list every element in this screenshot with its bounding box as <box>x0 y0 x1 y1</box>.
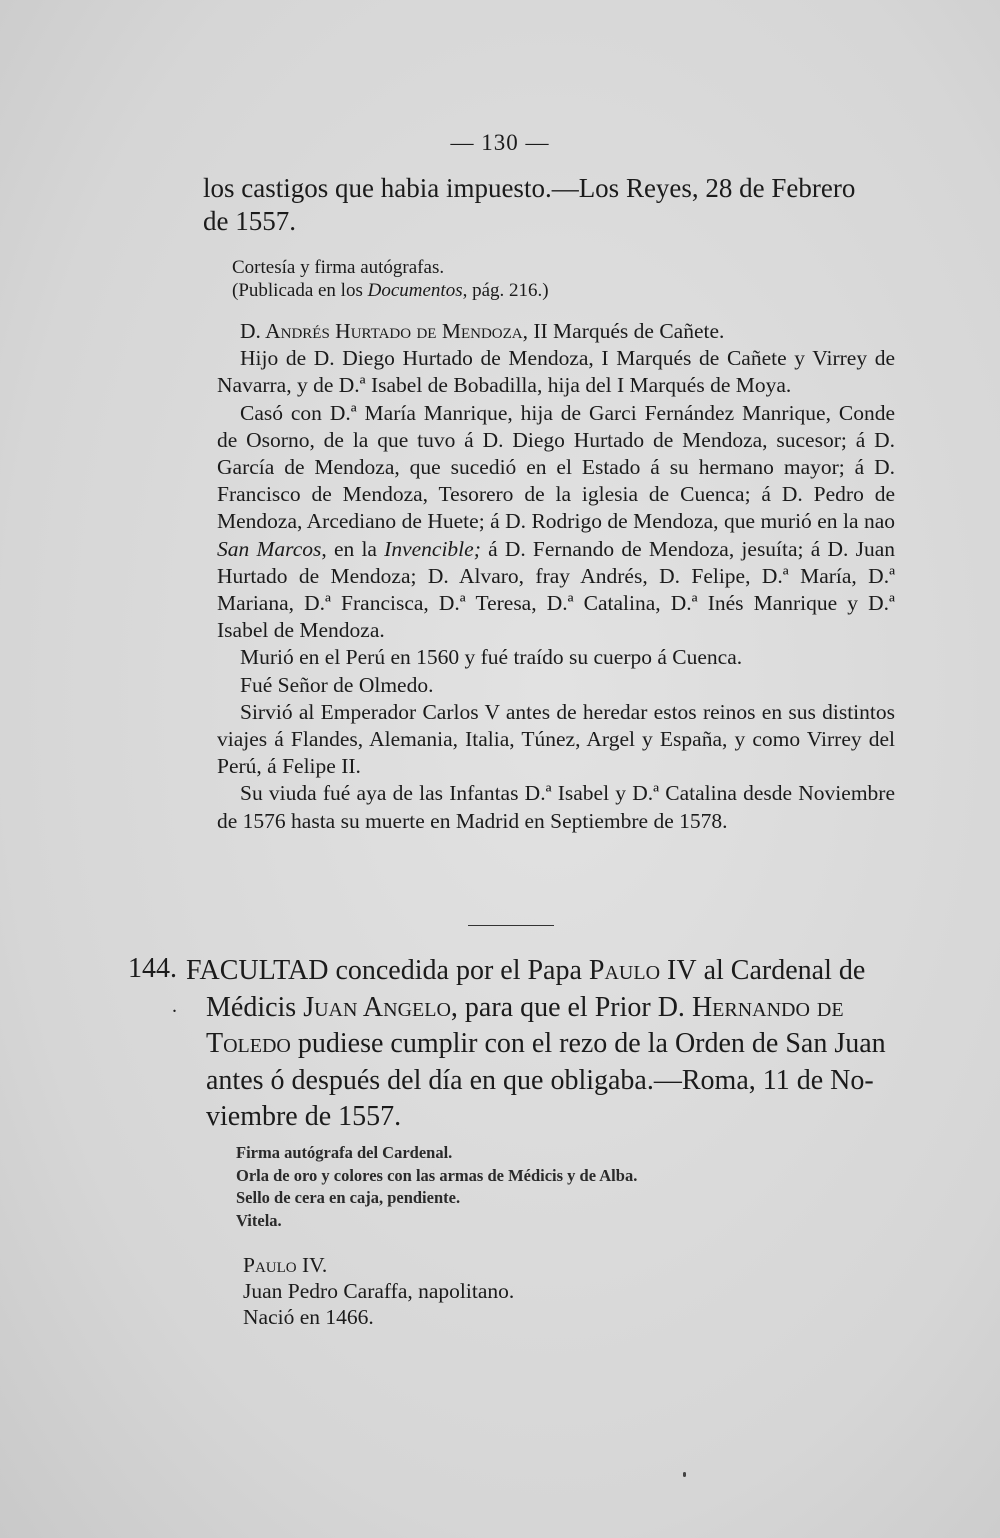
section-divider <box>468 925 554 926</box>
person-name: D. Andrés Hurtado de Mendoza <box>240 319 523 343</box>
prior-name: Hernando de <box>691 991 844 1023</box>
note-line: Sello de cera en caja, pendiente. <box>236 1188 461 1207</box>
para-hijo: Hijo de D. Diego Hurtado de Mendoza, I Marqués de Cañete y Virrey de Navarra, y de D.ª Isabel de Bobadilla, hija del I Marqués de Moya. <box>217 346 895 398</box>
text: , en la <box>321 536 385 561</box>
para-caso <box>217 400 895 645</box>
title-rest: , II Marqués de Cañete. <box>522 319 725 343</box>
note-text: (Publicada en los <box>232 280 368 301</box>
note-line: Vitela. <box>236 1210 282 1230</box>
text: á D. Fernando de Mendoza, jesuíta; á D. Juan Hurtado de Mendoza; D. Alvaro, fray Andrés, D. Felipe, D.ª María, D.ª Mariana, D.ª Francisca, D.ª Teresa, D.ª Catalina, D.ª Inés Manrique y D.ª Isabel de Mendoza. <box>217 536 896 643</box>
entry-number: 144. <box>128 953 177 984</box>
bio-line: Nació en 1466. <box>243 1305 374 1329</box>
bio-title <box>217 318 895 345</box>
text: FACULTAD concedida por el Papa <box>186 955 589 986</box>
page-number: — 130 — <box>450 130 550 155</box>
entry-line <box>186 953 898 990</box>
para-viuda: Su viuda fué aya de las Infantas D.ª Isabel y D.ª Catalina desde Noviembre de 1576 hasta su muerte en Madrid en Septiembre de 1578. <box>217 781 895 833</box>
entry-144 <box>186 953 898 1136</box>
entry-line: antes ó después del día en que obligaba.—Roma, 11 de No- <box>206 1064 874 1096</box>
note-line: Cortesía y firma autógrafas. <box>232 257 445 278</box>
para-sirvio: Sirvió al Emperador Carlos V antes de heredar estos reinos en sus distintos viajes á Flandes, Alemania, Italia, Túnez, Argel y España, y como Virrey del Perú, á Felipe II. <box>217 699 895 779</box>
para-senor: Fué Señor de Olmedo. <box>240 672 434 697</box>
note-line: Orla de oro y colores con las armas de Médicis y de Alba. <box>236 1165 638 1185</box>
bio-name: Paulo IV. <box>243 1253 328 1277</box>
lead-text <box>203 172 895 238</box>
cardinal-name: Juan Angelo <box>303 991 451 1023</box>
note-publication <box>232 279 895 302</box>
paper-speck <box>683 1472 686 1477</box>
entry-line <box>186 1026 898 1063</box>
lead-line: de 1557. <box>203 206 296 236</box>
note-text: , pág. 216.) <box>462 280 549 301</box>
text: Casó con D.ª María Manrique, hija de Garci Fernández Manrique, Conde de Osorno, de la que tuvo á D. Diego Hurtado de Mendoza, sucesor; á D. García de Mendoza, que sucedió en el Estado á su hermano mayor; á D. Francisco de Mendoza, Tesorero de la iglesia de Cuenca; á D. Pedro de Mendoza, Arcediano de Huete; á D. Rodrigo de Mendoza, que murió en la nao <box>217 400 895 534</box>
italic-text: Invencible; <box>384 536 481 561</box>
note-italic: Documentos <box>367 280 463 301</box>
lead-line: los castigos que habia impuesto.—Los Reyes, 28 de Febrero <box>203 173 856 203</box>
bio-line: Juan Pedro Caraffa, napolitano. <box>243 1279 515 1303</box>
text: Médicis <box>206 991 304 1023</box>
note-line: Firma autógrafa del Cardenal. <box>236 1143 453 1162</box>
para-murio: Murió en el Perú en 1560 y fué traído su cuerpo á Cuenca. <box>240 645 743 670</box>
stray-mark: . <box>172 995 177 1017</box>
prior-name: Toledo <box>206 1028 291 1059</box>
text: , para que el Prior D. <box>450 991 692 1023</box>
source-notes <box>217 256 895 302</box>
text: pudiese cumplir con el rezo de la Orden de San Juan <box>290 1028 886 1059</box>
text: al Cardenal de <box>696 955 866 986</box>
pope-name: Paulo IV <box>588 955 697 986</box>
italic-text: San Marcos <box>217 536 322 561</box>
entry-line <box>186 990 898 1027</box>
entry-144-bio <box>243 1252 514 1330</box>
entry-line: viembre de 1557. <box>206 1101 402 1132</box>
biography <box>217 318 895 835</box>
entry-144-notes <box>236 1142 637 1232</box>
